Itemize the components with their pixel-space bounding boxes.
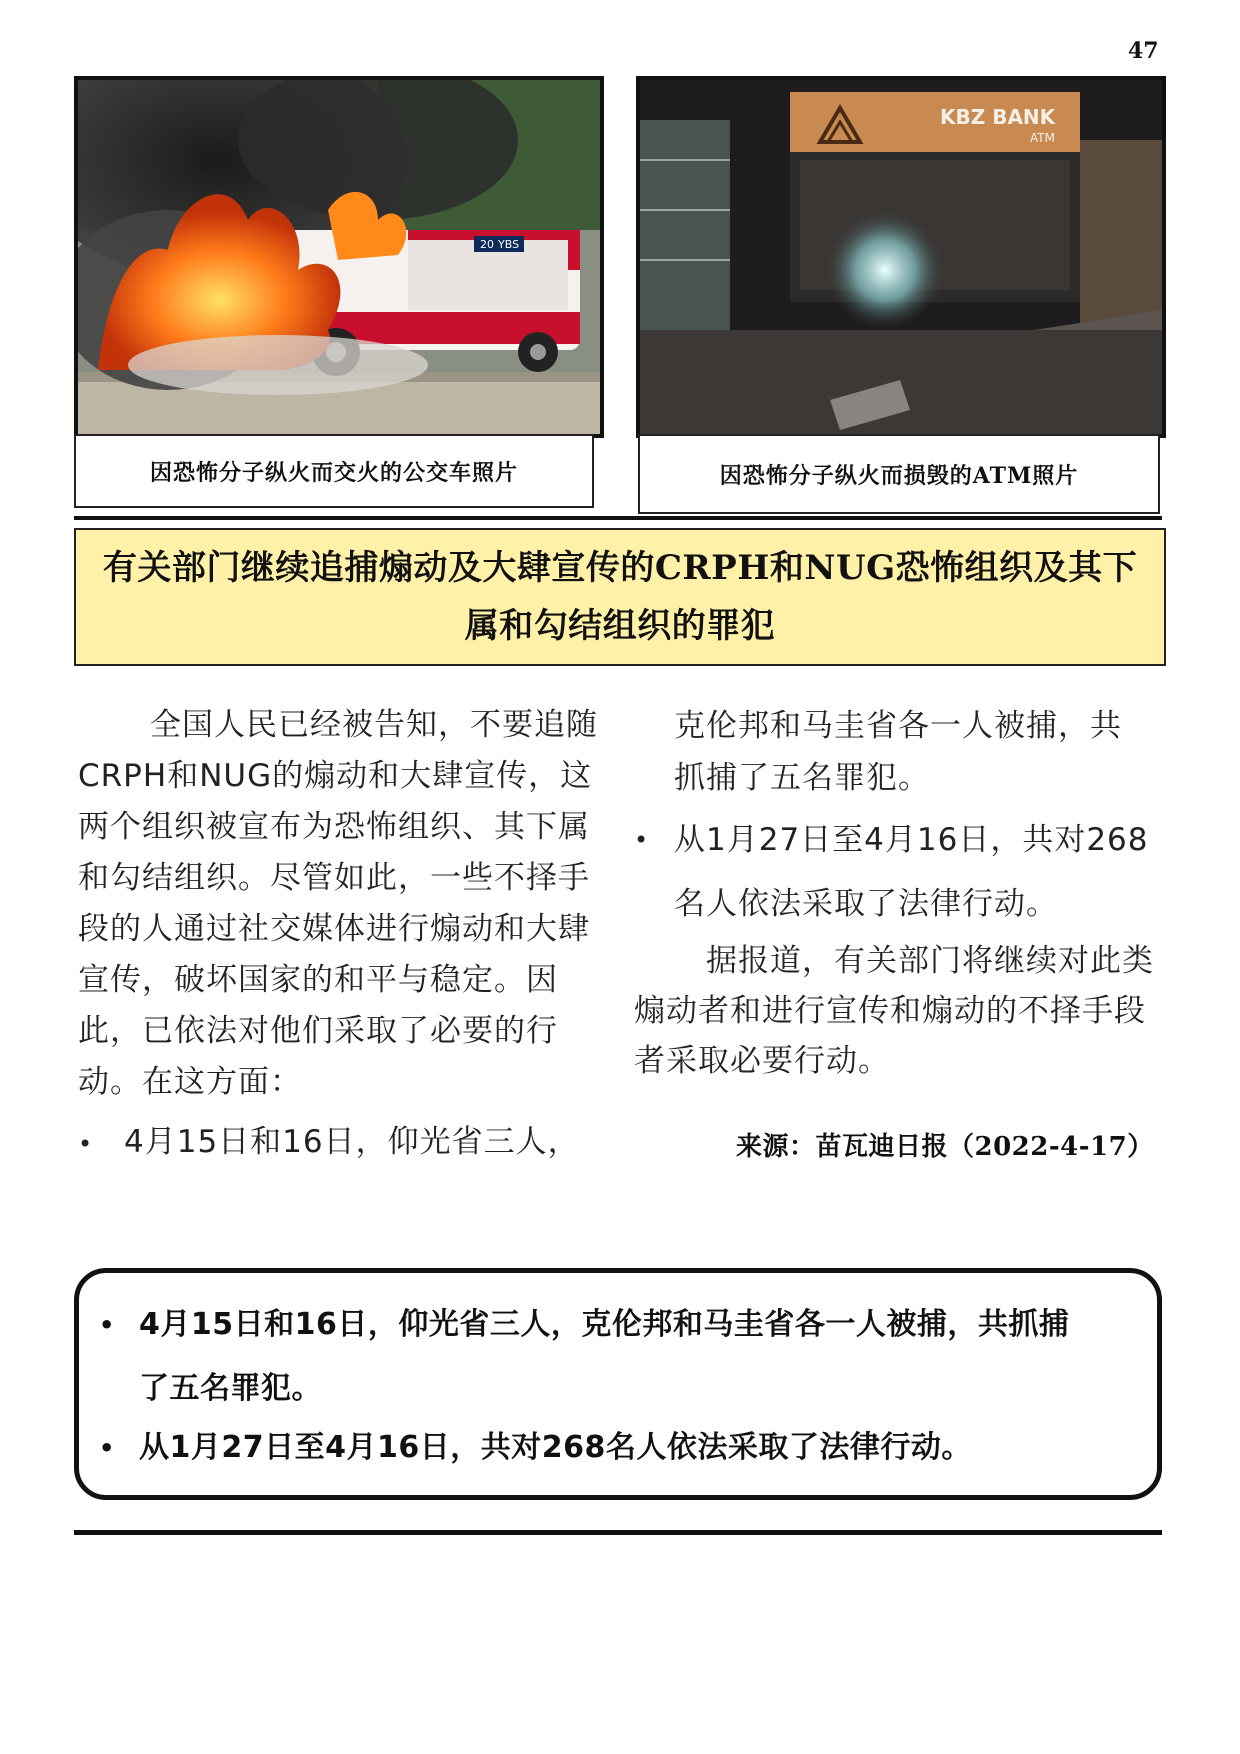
- bullet-1-start: 4月15日和16日，仰光省三人，: [124, 1124, 580, 1160]
- page-number: 47: [1128, 38, 1159, 64]
- divider-top: [74, 516, 1162, 520]
- bullet-icon: •: [99, 1434, 115, 1462]
- atm-sign-sub: ATM: [1030, 131, 1055, 145]
- list-item: [634, 808, 1164, 936]
- right-column: [634, 700, 1164, 1086]
- bullet-2-line-a: 从1月27日至4月16日，共对268: [674, 822, 1149, 858]
- bullet-1-line-b: 抓捕了五名罪犯。: [674, 760, 930, 796]
- source-citation: 来源：苗瓦迪日报（2022-4-17）: [736, 1132, 1154, 1162]
- summary-box: [74, 1268, 1162, 1500]
- atm-damage-photo: [636, 76, 1166, 438]
- headline: 有关部门继续追捕煽动及大肆宣传的CRPH和NUG恐怖组织及其下属和勾结组织的罪犯: [102, 548, 1138, 646]
- bus-brand-label: YBS: [498, 238, 520, 251]
- summary-item-2-line1: 从1月27日至4月16日，共对268名人依法采取了法律行动。: [139, 1430, 972, 1465]
- bullet-1-line-a: 克伦邦和马圭省各一人被捕，共: [674, 708, 1122, 744]
- summary-item-1-line1: 4月15日和16日，仰光省三人，克伦邦和马圭省各一人被捕，共抓捕: [139, 1307, 1070, 1342]
- atm-sign-bank-name: KBZ BANK: [940, 105, 1056, 129]
- summary-item: [93, 1423, 1143, 1473]
- bus-photo-caption: 因恐怖分子纵火而交火的公交车照片: [74, 434, 594, 508]
- bullet-icon: •: [634, 826, 650, 854]
- bullet-2-line-b: 名人依法采取了法律行动。: [674, 886, 1058, 922]
- closing-paragraph: 据报道，有关部门将继续对此类煽动者和进行宣传和煽动的不择手段者采取必要行动。: [634, 943, 1154, 1079]
- list-item: [78, 1116, 598, 1161]
- intro-paragraph: 全国人民已经被告知，不要追随CRPH和NUG的煽动和大肆宣传，这两个组织被宣布为恐怖组织、其下属和勾结组织。尽管如此，一些不择手段的人通过社交媒体进行煽动和大肆宣传，破坏国家的和平与稳定。因此，已依法对他们采取了必要的行动。在这方面：: [78, 707, 598, 1100]
- summary-item: [93, 1293, 1143, 1421]
- bullet-1-continuation: [634, 700, 1164, 804]
- bus-fire-photo: [74, 76, 604, 438]
- bullet-icon: •: [99, 1311, 115, 1339]
- headline-box: [74, 528, 1166, 666]
- bullet-icon: •: [78, 1130, 94, 1158]
- bus-route-number: 20: [480, 238, 494, 251]
- atm-photo-caption: 因恐怖分子纵火而损毁的ATM照片: [638, 434, 1160, 514]
- summary-item-1-line2: 了五名罪犯。: [139, 1371, 322, 1406]
- divider-bottom: [74, 1530, 1162, 1535]
